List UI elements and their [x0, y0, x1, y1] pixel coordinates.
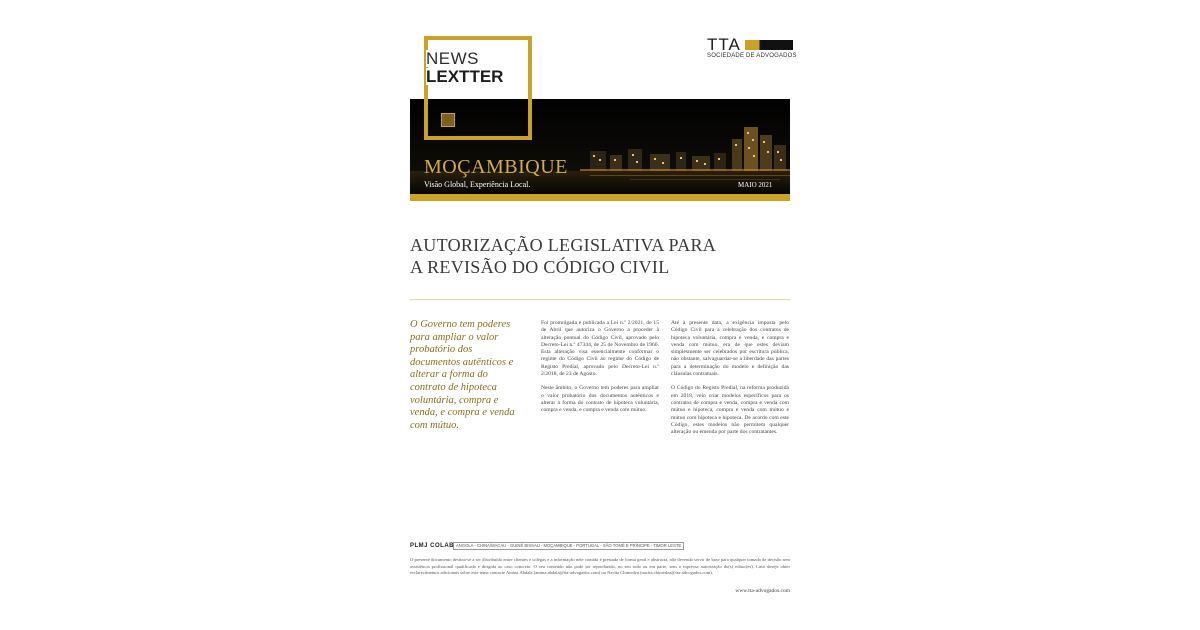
paragraph: Até à presente data, a exigência imposta pelo Código Civil para a celebração dos contratos de hipoteca voluntária, compra e venda, e compra e venda com mútuo, era de que estes deviam simplesmente ser celebrados por escritura pública, não obstante, salvaguardar-se a liberdade das partes para a determinação do modelo e definição das cláusulas contratuais.	[671, 320, 789, 378]
article-headline	[410, 234, 790, 278]
headline-line-1: AUTORIZAÇÃO LEGISLATIVA PARA	[410, 235, 717, 255]
article-column-1	[541, 320, 659, 422]
paragraph: Neste âmbito, o Governo tem poderes para ampliar o valor probatório dos documentos autênticos e alterar a forma do contrato de hipoteca voluntária, compra e venda, e compra e venda com mútuo.	[541, 385, 659, 414]
legal-disclaimer: O presente documento destina-se a ser distribuído entre clientes e colegas e a informação nele contida é prestada de forma geral e abstracta, não devendo servir de base para qualquer tomada de decisão sem assistência profissional qualificada e dirigida ao caso concreto. O seu conteúdo não pode ser reproduzido, no seu todo ou em parte, sem a expressa autorização do(s) editor(es). Caso deseje obter esclarecimentos adicionais sobre este tema contacte Amina Abdala (amina.abdala@tta-advogados.com) ou Nacita Chimedza (nacita.chimedza@tta-advogados.com).	[410, 557, 790, 576]
gold-divider	[410, 194, 790, 201]
network-countries: ANGOLA - CHINA/MACAU - GUINÉ BISSAU - MOÇAMBIQUE - PORTUGAL - SÃO TOMÉ E PRÍNCIPE - TIMOR LESTE	[453, 542, 684, 550]
brand-news: NEWS	[426, 50, 483, 67]
banner-tagline: Visão Global, Experiência Local.	[424, 180, 531, 189]
firm-subtitle: SOCIEDADE DE ADVOGADOS	[707, 53, 797, 59]
firm-name: TTA	[707, 35, 741, 54]
issue-date: MAIO 2021	[738, 181, 773, 189]
article-column-2	[671, 320, 789, 443]
website-link[interactable]: www.tta-advogados.com	[735, 588, 790, 594]
headline-rule	[410, 299, 790, 300]
firm-logo-bar-icon	[745, 40, 793, 50]
paragraph: Foi promulgada e publicada a Lei n.º 2/2021, de 15 de Abril que autoriza o Governo a proceder à alteração pontual do Código Civil, aprovado pelo Decreto-Lei n.º 47344, de 25 de Novembro de 1966. Esta alteração visa essencialmente conformar o regime do Código Civil ao regime do Código de Registo Predial, aprovado pelo Decreto-Lei n.º 2/2018, de 23 de Agosto.	[541, 320, 659, 378]
brand-lextter: LEXTTER	[426, 68, 507, 85]
banner-title: MOÇAMBIQUE	[424, 156, 568, 178]
firm-logo	[707, 35, 793, 55]
headline-line-2: A REVISÃO DO CÓDIGO CIVIL	[410, 257, 670, 277]
network-logo: PLMJ COLAB	[410, 543, 454, 549]
article-lead: O Governo tem poderes para ampliar o valor probatório dos documentos autênticos e alterar a forma do contrato de hipoteca voluntária, compra e venda, e compra e venda com mútuo.	[410, 319, 515, 431]
brand-square-icon	[441, 113, 455, 127]
paragraph: O Código do Registo Predial, na reforma produzida em 2018, veio criar modelos específicos para os contratos de compra e venda, compra e venda com mútuo e hipoteca, compra e venda com mútuo e mútuo com hipoteca e hipoteca. De acordo com este Código, estes modelos não permitem qualquer alteração ou emenda por parte dos contratantes.	[671, 385, 789, 436]
